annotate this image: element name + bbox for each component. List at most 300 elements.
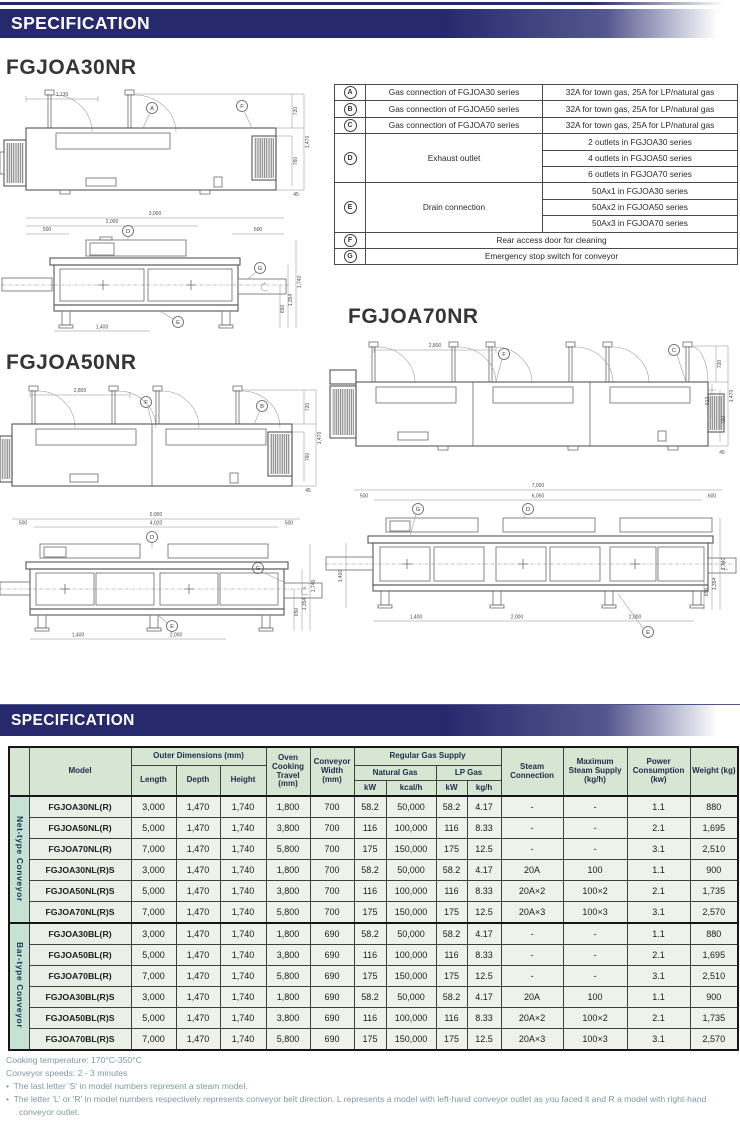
spec-value: 150,000 [386, 839, 436, 860]
dimension-label: 2,000 [169, 632, 183, 639]
spec-value: 900 [690, 987, 738, 1008]
model-name: FGJOA70NL(R)S [29, 902, 131, 924]
table-row [335, 85, 738, 101]
spec-value: 690 [310, 945, 354, 966]
header-height: Height [220, 766, 266, 797]
dimension-label: 45 [719, 450, 725, 456]
spec-value: 700 [310, 881, 354, 902]
spec-value: - [563, 839, 627, 860]
spec-value: 58.2 [436, 987, 467, 1008]
spec-value: 5,000 [131, 1008, 176, 1029]
spec-value: 20A×2 [501, 1008, 563, 1029]
spec-value: 8.33 [467, 818, 501, 839]
header-model: Model [29, 747, 131, 796]
spec-value: 20A [501, 987, 563, 1008]
plan-view [0, 386, 323, 494]
spec-value: 100,000 [386, 818, 436, 839]
specification-table [8, 746, 739, 1051]
spec-value: - [501, 945, 563, 966]
front-view [0, 512, 322, 639]
plan-view [330, 342, 735, 456]
svg-text:F: F [144, 400, 148, 407]
dimension-label: 1,130 [55, 92, 69, 98]
model-name: FGJOA50BL(R)S [29, 1008, 131, 1029]
dimension-label: 1,740 [297, 275, 303, 289]
dimension-label: 2,800 [428, 343, 442, 349]
dimension-label: 500 [284, 520, 294, 527]
spec-value: 175 [436, 839, 467, 860]
callout-key: D [344, 152, 357, 165]
spec-value: 690 [310, 966, 354, 987]
dimension-label: 1,354 [302, 597, 308, 611]
spec-value: 5,000 [131, 881, 176, 902]
table-row [9, 902, 738, 924]
spec-value: 175 [354, 902, 386, 924]
callout-value: 50Ax1 in FGJOA30 series [543, 183, 738, 199]
model-name: FGJOA50BL(R) [29, 945, 131, 966]
spec-value: 1,470 [176, 881, 220, 902]
header-natural-gas: Natural Gas [354, 766, 436, 781]
dimension-label: 1,400 [71, 632, 85, 639]
spec-value: 100×3 [563, 902, 627, 924]
dimension-label: 650 [294, 607, 300, 617]
callout-value: 6 outlets in FGJOA70 series [543, 166, 738, 182]
drawing-callout [160, 311, 184, 328]
dimension-label: 2,000 [510, 614, 524, 621]
spec-value: 1,695 [690, 818, 738, 839]
dimension-label: 612 [705, 396, 711, 406]
svg-text:B: B [260, 404, 264, 411]
drawing-callout [669, 345, 687, 383]
header-kw-lp: kW [436, 781, 467, 797]
drawing-callout [496, 349, 510, 383]
table-row [335, 248, 738, 264]
spec-value: 100 [563, 987, 627, 1008]
dimension-label: 1,400 [338, 569, 344, 583]
drawing-callout [410, 504, 424, 537]
dimension-label: 720 [305, 402, 311, 412]
spec-value: 1,800 [266, 987, 310, 1008]
spec-value: 7,000 [131, 902, 176, 924]
callout-value: 2 outlets in FGJOA30 series [543, 134, 738, 150]
spec-value: 8.33 [467, 1008, 501, 1029]
header-depth: Depth [176, 766, 220, 797]
dimension-label: 500 [18, 520, 28, 527]
spec-value: 1,695 [690, 945, 738, 966]
spec-value: 3,800 [266, 881, 310, 902]
spec-value: 5,800 [266, 966, 310, 987]
table-row [9, 987, 738, 1008]
spec-value: 3.1 [627, 966, 690, 987]
drawing-callout [147, 532, 158, 549]
dimension-label: 1,400 [409, 614, 423, 621]
spec-value: 3,000 [131, 796, 176, 818]
spec-value: 1.1 [627, 923, 690, 945]
spec-value: - [563, 818, 627, 839]
spec-value: 175 [436, 902, 467, 924]
spec-value: 175 [436, 966, 467, 987]
section-banner-table: SPECIFICATION [0, 704, 740, 736]
spec-value: 175 [354, 1029, 386, 1051]
spec-value: 1.1 [627, 860, 690, 881]
spec-value: - [501, 796, 563, 818]
model-name: FGJOA70BL(R) [29, 966, 131, 987]
spec-value: 7,000 [131, 1029, 176, 1051]
spec-value: 3,000 [131, 923, 176, 945]
spec-value: 700 [310, 818, 354, 839]
spec-value: 20A [501, 860, 563, 881]
spec-value: 700 [310, 860, 354, 881]
drawing-title-fgjoa30nr: FGJOA30NR [6, 56, 137, 79]
table-row [9, 923, 738, 945]
spec-value: 5,800 [266, 1029, 310, 1051]
spec-value: 1,470 [176, 945, 220, 966]
spec-value: 690 [310, 987, 354, 1008]
spec-value: - [501, 966, 563, 987]
dimension-label: 45 [293, 192, 299, 198]
callout-key: A [344, 86, 357, 99]
table-row [9, 860, 738, 881]
spec-value: - [501, 818, 563, 839]
header-length: Length [131, 766, 176, 797]
spec-value: 1,470 [176, 839, 220, 860]
drawing-callout [248, 263, 266, 280]
svg-text:E: E [170, 624, 174, 631]
callout-key: B [344, 103, 357, 116]
spec-value: 880 [690, 796, 738, 818]
callout-label: Exhaust outlet [366, 134, 543, 183]
spec-value: 3,000 [131, 987, 176, 1008]
model-name: FGJOA30BL(R)S [29, 987, 131, 1008]
table-row [335, 134, 738, 150]
callout-key: F [344, 234, 357, 247]
model-name: FGJOA30NL(R)S [29, 860, 131, 881]
spec-value: 3,800 [266, 1008, 310, 1029]
dimension-label: 1,400 [95, 324, 109, 331]
spec-value: 116 [436, 945, 467, 966]
dimension-label: 720 [293, 106, 299, 116]
svg-text:F: F [240, 104, 244, 111]
front-view [326, 483, 736, 638]
spec-value: 1,470 [176, 818, 220, 839]
callout-label: Emergency stop switch for conveyor [366, 248, 738, 264]
front-view [2, 211, 303, 331]
header-oven-travel: Oven Cooking Travel (mm) [266, 747, 310, 796]
section-banner-top: SPECIFICATION [0, 9, 740, 38]
spec-value: - [501, 923, 563, 945]
table-row [9, 945, 738, 966]
spec-value: 100×2 [563, 881, 627, 902]
spec-value: 700 [310, 839, 354, 860]
dimension-label: 1,470 [305, 135, 311, 149]
spec-value: 3.1 [627, 839, 690, 860]
callout-value: 32A for town gas, 25A for LP/natural gas [543, 85, 738, 101]
spec-value: 1,470 [176, 902, 220, 924]
drawing-callout [237, 101, 253, 129]
dimension-label: 650 [280, 304, 286, 314]
table-row [9, 818, 738, 839]
spec-value: 50,000 [386, 796, 436, 818]
spec-table-body [9, 796, 738, 1050]
table-row [9, 839, 738, 860]
spec-value: 12.5 [467, 1029, 501, 1051]
table-row [9, 796, 738, 818]
spec-value: 5,000 [131, 945, 176, 966]
svg-text:G: G [255, 566, 261, 573]
spec-value: 100 [563, 860, 627, 881]
dimension-label: 2,000 [628, 614, 642, 621]
callout-value: 32A for town gas, 25A for LP/natural gas [543, 117, 738, 133]
callout-key: E [344, 201, 357, 214]
spec-value: 5,000 [131, 818, 176, 839]
spec-value: 58.2 [354, 923, 386, 945]
spec-value: 58.2 [436, 796, 467, 818]
spec-value: 58.2 [354, 987, 386, 1008]
dimension-label: 45 [305, 488, 311, 494]
model-name: FGJOA70NL(R) [29, 839, 131, 860]
table-row [9, 881, 738, 902]
spec-value: 50,000 [386, 923, 436, 945]
drawing-callout [143, 103, 158, 129]
spec-value: 58.2 [436, 860, 467, 881]
spec-value: 1,740 [220, 860, 266, 881]
spec-value: 1,740 [220, 881, 266, 902]
spec-value: 116 [436, 1008, 467, 1029]
spec-value: 58.2 [354, 796, 386, 818]
model-name: FGJOA70BL(R)S [29, 1029, 131, 1051]
spec-value: 100×3 [563, 1029, 627, 1051]
spec-value: 5,800 [266, 839, 310, 860]
spec-value: 20A×3 [501, 902, 563, 924]
spec-value: 100,000 [386, 945, 436, 966]
header-group-col [9, 747, 29, 796]
spec-value: 175 [354, 839, 386, 860]
spec-value: 50,000 [386, 860, 436, 881]
spec-value: 1,470 [176, 1008, 220, 1029]
spec-value: 150,000 [386, 966, 436, 987]
spec-value: 175 [436, 1029, 467, 1051]
drawing-callout [254, 401, 268, 425]
spec-value: 50,000 [386, 987, 436, 1008]
drawing-title-fgjoa50nr: FGJOA50NR [6, 351, 137, 374]
spec-value: 690 [310, 1008, 354, 1029]
drawing-title-fgjoa70nr: FGJOA70NR [348, 305, 479, 328]
dimension-label: 500 [42, 227, 52, 233]
svg-text:E: E [176, 320, 180, 327]
header-gas-supply: Regular Gas Supply [354, 747, 501, 766]
dimension-label: 2,800 [73, 388, 87, 394]
dimension-label: 600 [253, 227, 263, 233]
spec-value: 1,740 [220, 1008, 266, 1029]
top-rule [0, 2, 740, 5]
footnotes [6, 1054, 721, 1118]
dimension-label: 500 [359, 493, 369, 500]
spec-value: 3,800 [266, 945, 310, 966]
plan-view [0, 90, 311, 198]
spec-value: 3.1 [627, 1029, 690, 1051]
model-name: FGJOA30NL(R) [29, 796, 131, 818]
callout-label: Gas connection of FGJOA50 series [366, 101, 543, 117]
spec-value: 4.17 [467, 923, 501, 945]
table-row [335, 101, 738, 117]
spec-value: 1,800 [266, 923, 310, 945]
dimension-label: 1,740 [721, 557, 727, 571]
spec-value: 1,740 [220, 966, 266, 987]
svg-text:F: F [502, 352, 506, 359]
spec-value: 1,740 [220, 902, 266, 924]
header-outer-dimensions: Outer Dimensions (mm) [131, 747, 266, 766]
spec-value: 3,800 [266, 818, 310, 839]
spec-value: 1,800 [266, 860, 310, 881]
model-name: FGJOA50NL(R)S [29, 881, 131, 902]
header-steam-connection: Steam Connection [501, 747, 563, 796]
row-group-label: Bar-type Conveyor [9, 923, 29, 1050]
drawing-callout [523, 504, 534, 519]
spec-value: 12.5 [467, 966, 501, 987]
svg-text:D: D [125, 229, 131, 236]
callout-key: C [344, 119, 357, 132]
spec-value: - [563, 966, 627, 987]
footnote-belt-direction: • The letter 'L' or 'R' in model numbers respectively represents conveyor belt direction. L represents a model with left-hand conveyor outlet as you faced it and R a model with right-hand conveyor outlet. [6, 1093, 709, 1117]
spec-value: 690 [310, 923, 354, 945]
spec-value: 20A×2 [501, 881, 563, 902]
spec-value: 1,740 [220, 945, 266, 966]
spec-value: 700 [310, 902, 354, 924]
spec-value: 4.17 [467, 860, 501, 881]
table-row [9, 1008, 738, 1029]
dimension-label: 3,000 [148, 211, 162, 217]
spec-value: 690 [310, 1029, 354, 1051]
spec-value: 1,470 [176, 966, 220, 987]
dimension-label: 1,470 [729, 389, 735, 403]
spec-value: 2,570 [690, 1029, 738, 1051]
drawing-fgjoa70nr [318, 332, 738, 662]
spec-value: - [563, 923, 627, 945]
spec-value: 12.5 [467, 839, 501, 860]
callout-legend-table [334, 84, 738, 265]
spec-value: 116 [354, 945, 386, 966]
spec-value: 4.17 [467, 796, 501, 818]
dimension-label: 1,470 [317, 431, 323, 445]
header-lp-gas: LP Gas [436, 766, 501, 781]
spec-value: 116 [436, 818, 467, 839]
footnote-steam-model: • The last letter 'S' in model numbers represent a steam model. [6, 1080, 248, 1091]
spec-value: 7,000 [131, 839, 176, 860]
spec-value: 1,470 [176, 1029, 220, 1051]
spec-value: 1,800 [266, 796, 310, 818]
spec-value: 1,470 [176, 987, 220, 1008]
table-row [335, 232, 738, 248]
spec-value: 1,470 [176, 923, 220, 945]
spec-value: 3.1 [627, 902, 690, 924]
spec-value: 1,740 [220, 1029, 266, 1051]
drawing-callout [123, 226, 134, 241]
header-kcalh: kcal/h [386, 781, 436, 797]
dimension-label: 1,354 [712, 577, 718, 591]
callout-value: 50Ax3 in FGJOA70 series [543, 216, 738, 232]
dimension-label: 2,000 [105, 219, 119, 225]
table-row [335, 117, 738, 133]
callout-key: G [344, 250, 357, 263]
spec-value: 100,000 [386, 881, 436, 902]
spec-value: 20A×3 [501, 1029, 563, 1051]
dimension-label: 760 [293, 156, 299, 166]
spec-value: 700 [310, 796, 354, 818]
spec-value: 1.1 [627, 987, 690, 1008]
dimension-label: 6,050 [531, 493, 545, 500]
spec-value: 880 [690, 923, 738, 945]
spec-value: 900 [690, 860, 738, 881]
callout-label: Drain connection [366, 183, 543, 232]
drawing-fgjoa30nr [0, 82, 332, 334]
spec-value: - [501, 839, 563, 860]
dimension-label: 760 [305, 452, 311, 462]
spec-value: 100×2 [563, 1008, 627, 1029]
spec-value: 2,510 [690, 966, 738, 987]
spec-value: 58.2 [354, 860, 386, 881]
svg-text:C: C [671, 348, 677, 355]
spec-value: - [563, 945, 627, 966]
table-row [9, 966, 738, 987]
spec-value: 1,740 [220, 987, 266, 1008]
table-row [9, 1029, 738, 1051]
spec-value: 1,735 [690, 1008, 738, 1029]
dimension-label: 720 [717, 359, 723, 369]
header-power: Power Consumption (kw) [627, 747, 690, 796]
dimension-label: 1,354 [288, 293, 294, 307]
svg-text:A: A [150, 106, 154, 113]
spec-value: 2,510 [690, 839, 738, 860]
dimension-label: 600 [707, 493, 717, 500]
spec-value: 7,000 [131, 966, 176, 987]
callout-label: Rear access door for cleaning [366, 232, 738, 248]
spec-value: 8.33 [467, 945, 501, 966]
spec-value: 1,735 [690, 881, 738, 902]
spec-value: 5,800 [266, 902, 310, 924]
table-row [335, 183, 738, 199]
spec-value: 4.17 [467, 987, 501, 1008]
spec-value: 1,470 [176, 796, 220, 818]
model-name: FGJOA50NL(R) [29, 818, 131, 839]
row-group-label: Net-type Conveyor [9, 796, 29, 923]
callout-value: 32A for town gas, 25A for LP/natural gas [543, 101, 738, 117]
spec-value: 1,740 [220, 923, 266, 945]
spec-value: 1,740 [220, 818, 266, 839]
spec-value: 100,000 [386, 1008, 436, 1029]
spec-value: 116 [354, 1008, 386, 1029]
dimension-label: 760 [721, 415, 727, 425]
spec-value: 2.1 [627, 818, 690, 839]
dimension-label: 5,000 [149, 512, 163, 518]
spec-value: 150,000 [386, 1029, 436, 1051]
svg-text:D: D [149, 535, 155, 542]
spec-value: 2.1 [627, 945, 690, 966]
svg-text:G: G [415, 507, 421, 514]
dimension-label: 7,000 [531, 483, 545, 489]
spec-value: 1,470 [176, 860, 220, 881]
callout-label: Gas connection of FGJOA30 series [366, 85, 543, 101]
header-kgh: kg/h [467, 781, 501, 797]
spec-value: 1,740 [220, 796, 266, 818]
header-kw-natural: kW [354, 781, 386, 797]
dimension-label: 4,020 [149, 520, 163, 527]
callout-label: Gas connection of FGJOA70 series [366, 117, 543, 133]
header-max-steam: Maximum Steam Supply (kg/h) [563, 747, 627, 796]
drawing-callout [141, 397, 153, 425]
spec-value: 116 [436, 881, 467, 902]
callout-value: 4 outlets in FGJOA50 series [543, 150, 738, 166]
callout-value: 50Ax2 in FGJOA50 series [543, 199, 738, 215]
